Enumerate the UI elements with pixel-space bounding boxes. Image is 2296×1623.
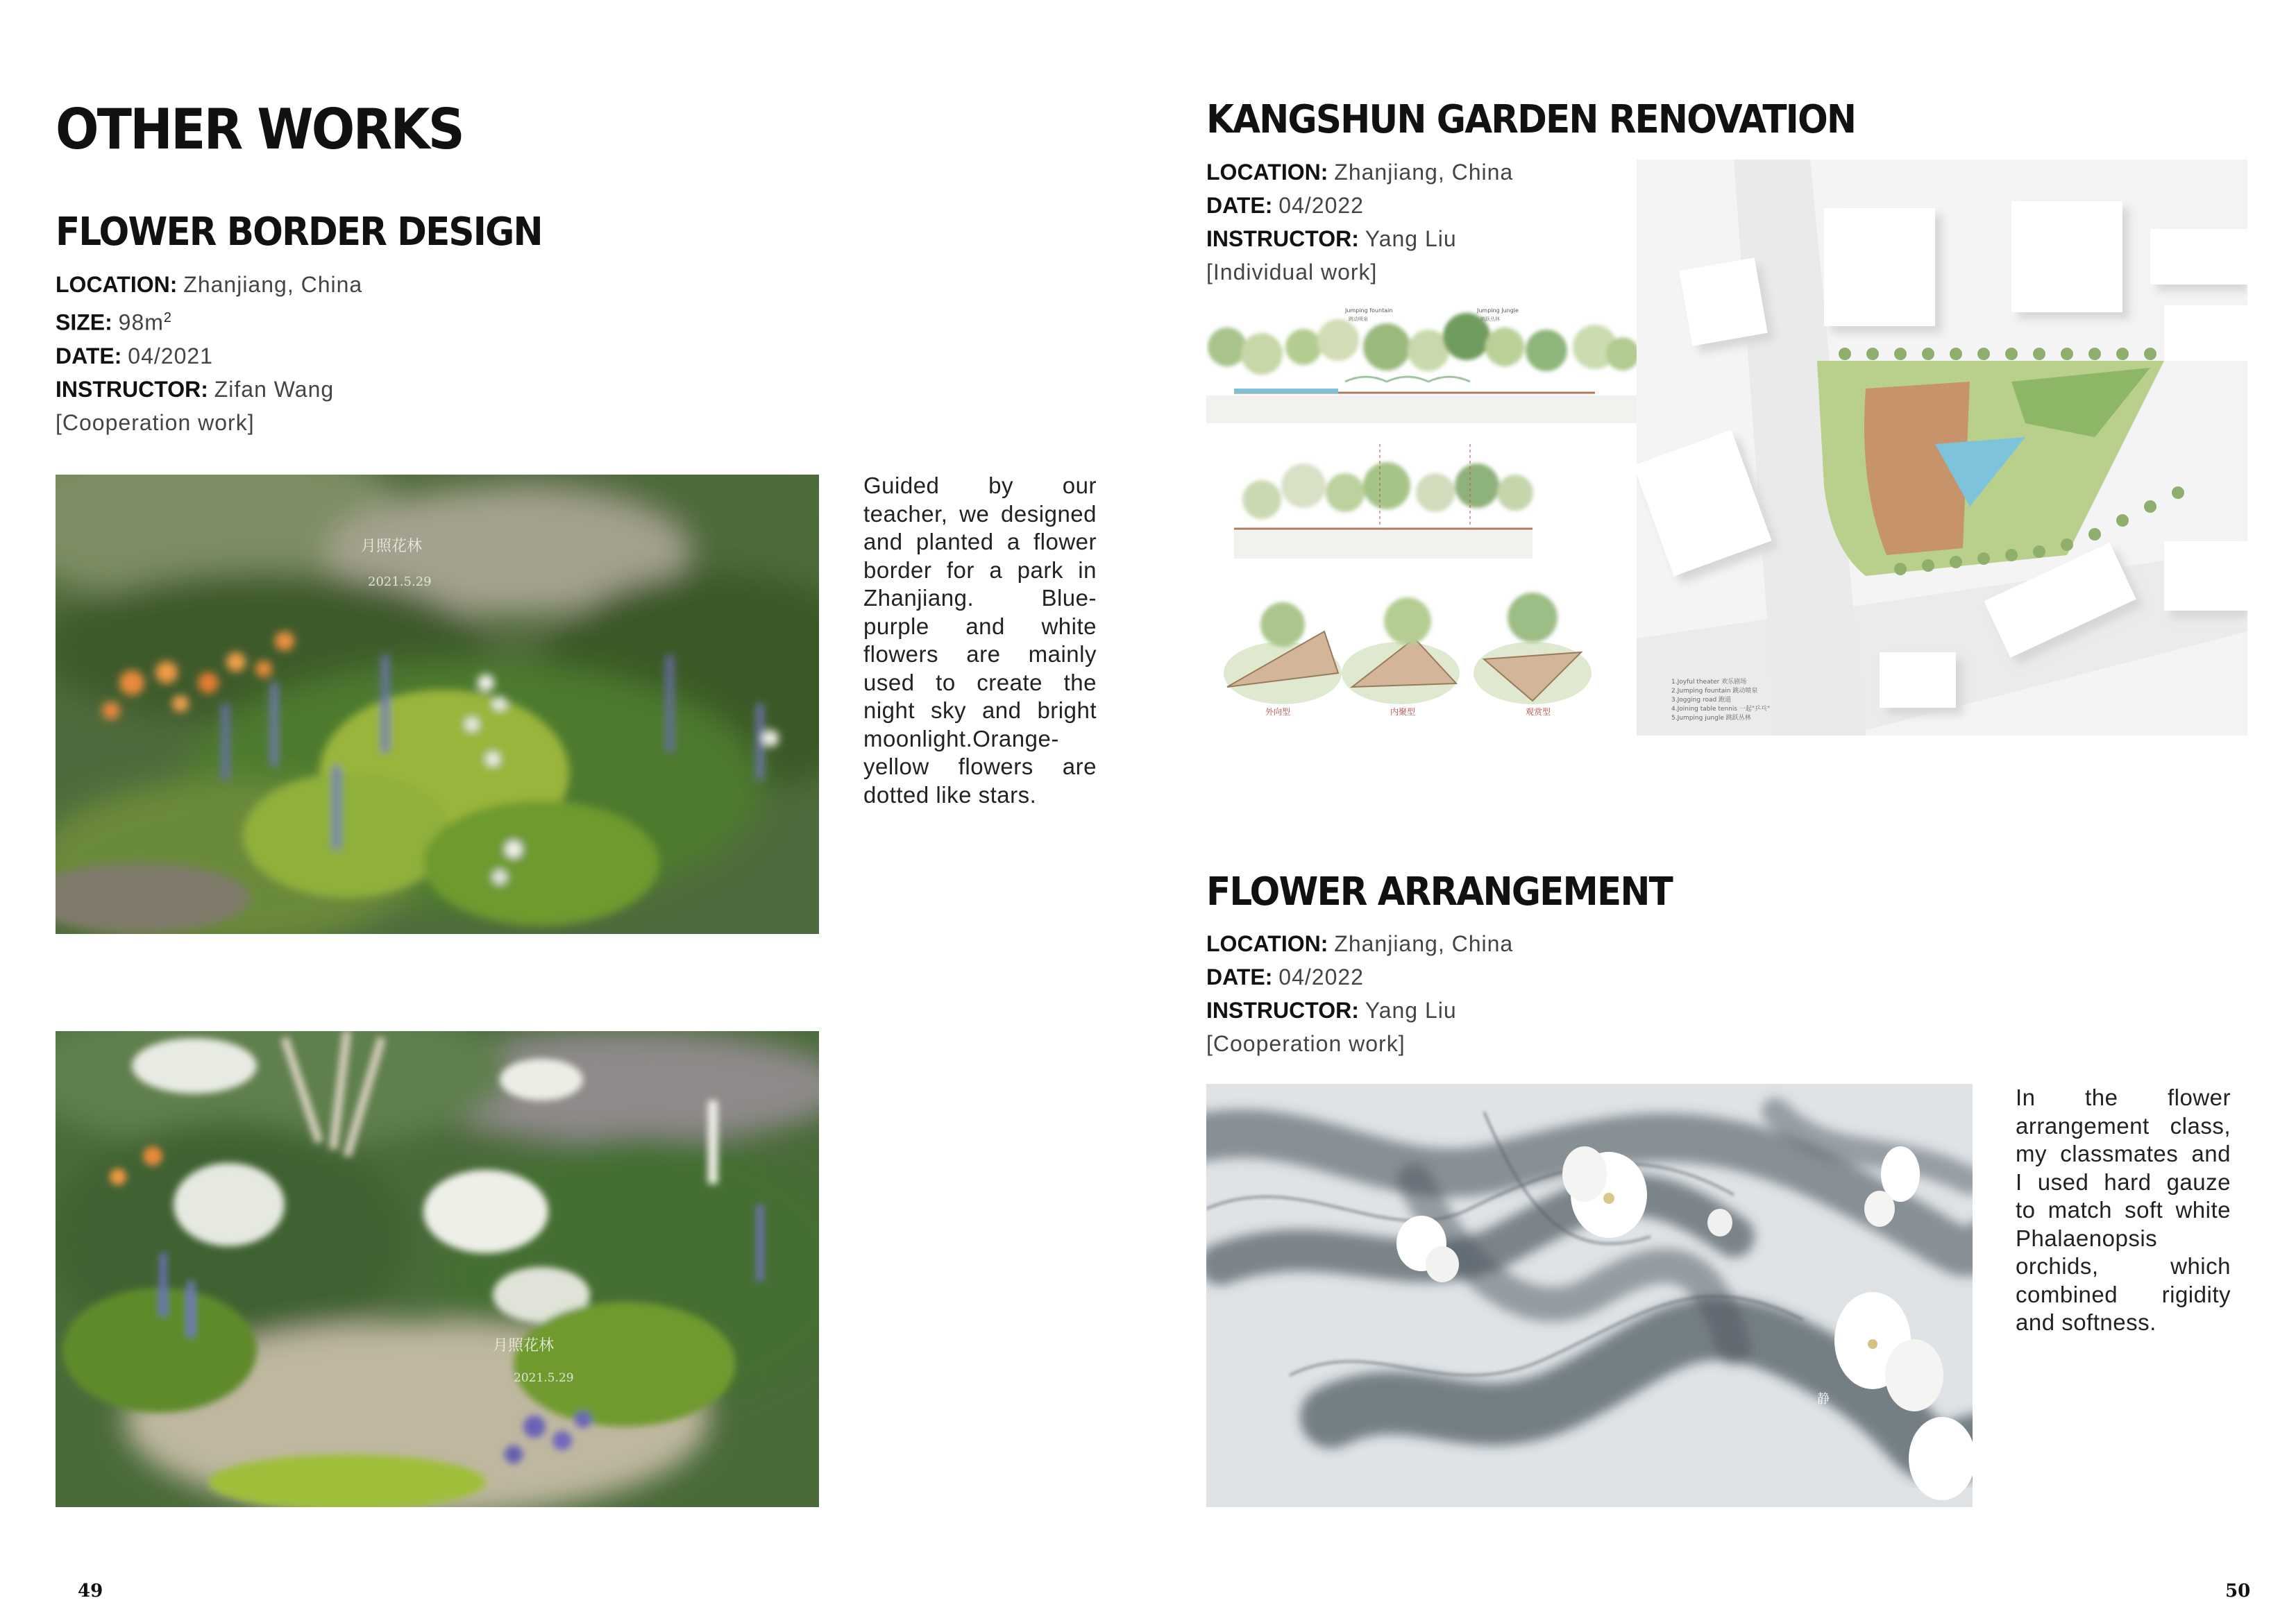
location-line: LOCATION: Zhanjiang, China	[1206, 160, 1514, 185]
location-line: LOCATION: Zhanjiang, China	[56, 272, 363, 297]
date-line: DATE: 04/2021	[56, 343, 213, 368]
svg-text:外向型: 外向型	[1265, 707, 1291, 717]
kangshun-meta	[1206, 155, 1513, 289]
spatial-type-diagrams	[1224, 593, 1592, 717]
photo-1-date: 2021.5.29	[368, 575, 432, 589]
svg-text:跳跃丛林: 跳跃丛林	[1480, 316, 1500, 322]
svg-text:1.Joyful theater 欢乐剧场: 1.Joyful theater 欢乐剧场	[1671, 679, 1747, 686]
instructor-line: INSTRUCTOR: Yang Liu	[1206, 226, 1457, 251]
size-line: SIZE: $98m^2$	[56, 309, 172, 335]
date-line: DATE: 04/2022	[1206, 193, 1364, 218]
flower-arrangement-photo	[1206, 1084, 1973, 1507]
flower-arrangement-meta	[1206, 927, 1513, 1060]
svg-text:观赏型: 观赏型	[1526, 707, 1551, 717]
kangshun-section-diagrams	[1206, 298, 1637, 729]
flower-arrangement-description: In the flower arrangement class, my classmates and I used hard gauze to match soft white Phalaenopsis orchids, which combined rigidity and softness.	[2016, 1085, 2231, 1335]
svg-text:Jumping Jungle: Jumping Jungle	[1477, 307, 1519, 314]
svg-text:3.Jogging road 跑道: 3.Jogging road 跑道	[1671, 697, 1732, 704]
photo-1-caption: 月照花林	[361, 538, 423, 555]
instructor-line: INSTRUCTOR: Zifan Wang	[56, 376, 335, 402]
section-drawing-2	[1234, 444, 1533, 559]
page-number-left: 49	[78, 1581, 103, 1601]
work-type: [Cooperation work]	[1206, 1031, 1406, 1056]
svg-text:跳动喷泉: 跳动喷泉	[1349, 316, 1368, 322]
work-type: [Individual work]	[1206, 260, 1378, 284]
flower-border-description: Guided by our teacher, we designed and planted a flower border for a park in Zhanjiang. Blue-purple and white flowers are mainly used to create the night sky and bright moonlight.Orange-yellow flowers are dotted like stars.	[863, 473, 1097, 808]
svg-text:Jumping fountain: Jumping fountain	[1345, 307, 1393, 314]
flower-border-photo-1	[56, 475, 819, 934]
kangshun-title: KANGSHUN GARDEN RENOVATION	[1206, 97, 1856, 142]
svg-text:内聚型: 内聚型	[1390, 707, 1416, 717]
date-line: DATE: 04/2022	[1206, 965, 1364, 989]
kangshun-master-plan	[1637, 160, 2247, 736]
svg-text:5.Jumping jungle 跳跃丛林: 5.Jumping jungle 跳跃丛林	[1671, 715, 1751, 722]
flower-border-photo-2	[56, 1031, 819, 1507]
instructor-line: INSTRUCTOR: Yang Liu	[1206, 998, 1457, 1023]
svg-text:4.Joining table tennis 一起"乒乓": 4.Joining table tennis 一起"乒乓"	[1671, 706, 1771, 713]
flower-border-title: FLOWER BORDER DESIGN	[56, 210, 542, 255]
page-title: OTHER WORKS	[56, 97, 464, 162]
flower-border-meta	[56, 268, 362, 439]
page-number-right: 50	[2225, 1581, 2251, 1601]
section-drawing-1	[1206, 307, 1637, 423]
photo-2-caption: 月照花林	[493, 1337, 555, 1354]
svg-text:2.Jumping fountain 跳动喷泉: 2.Jumping fountain 跳动喷泉	[1671, 688, 1758, 695]
location-line: LOCATION: Zhanjiang, China	[1206, 931, 1514, 956]
photo-stamp: 静	[1817, 1392, 1830, 1407]
flower-arrangement-title: FLOWER ARRANGEMENT	[1206, 869, 1672, 915]
work-type: [Cooperation work]	[56, 409, 255, 435]
photo-2-date: 2021.5.29	[514, 1371, 574, 1385]
